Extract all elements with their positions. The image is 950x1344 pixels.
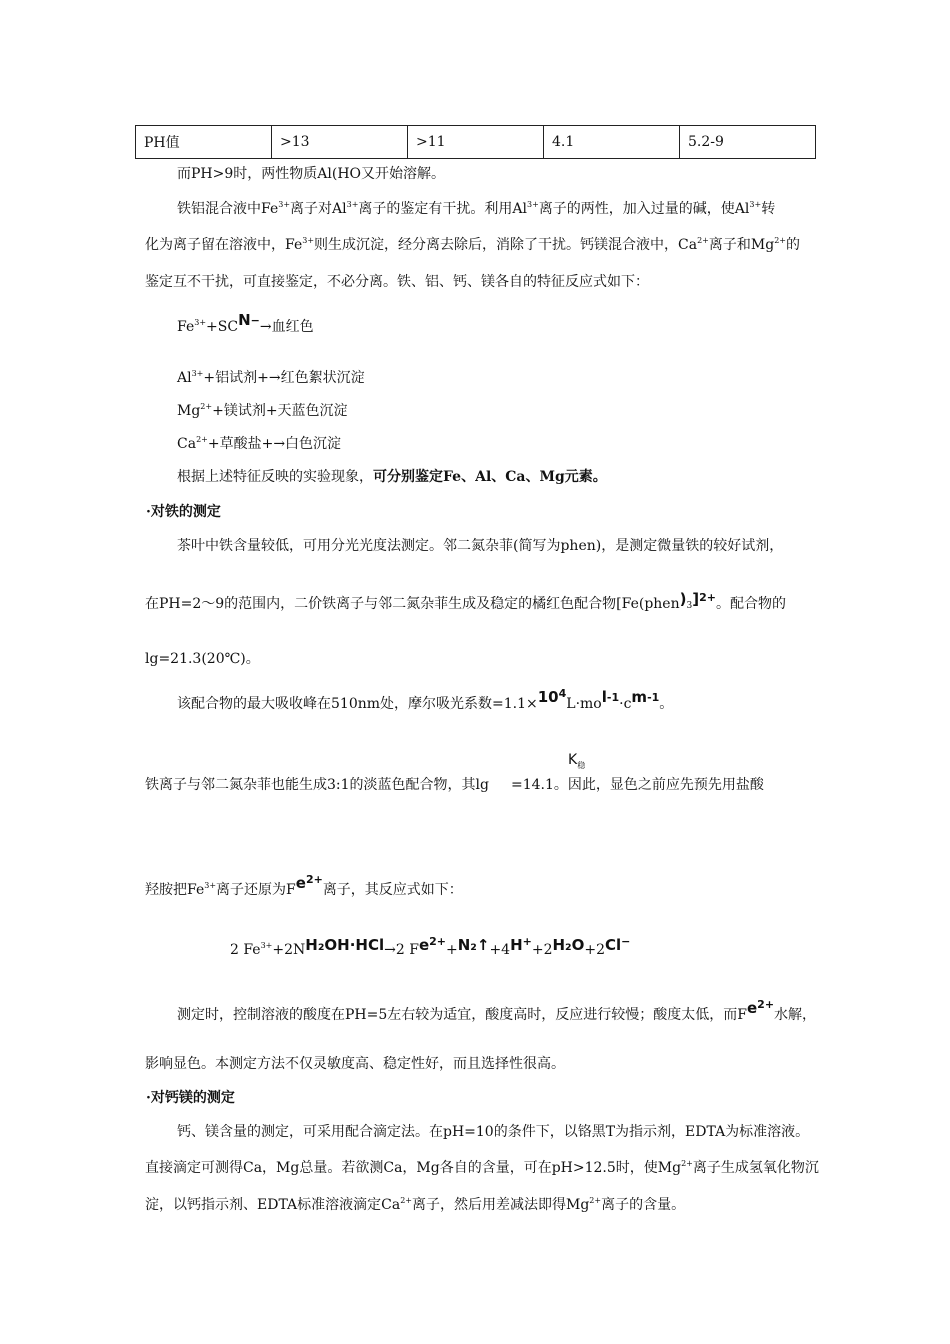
paragraph-interference-line3: 鉴定互不干扰，可直接鉴定，不必分离。铁、铝、钙、镁各自的特征反应式如下： xyxy=(145,274,649,290)
ph-table xyxy=(135,125,816,159)
fe-paragraph-4: 该配合物的最大吸收峰在510nm处，摩尔吸光系数$=1.1\times 10^4L\cdot mol^{-1}\cdot cm^{-1}$。 xyxy=(177,687,674,712)
heading-calcium-magnesium: ·对钙镁的测定 xyxy=(146,1090,235,1106)
table-cell: 4.1 xyxy=(544,126,680,159)
heading-iron-determination: ·对铁的测定 xyxy=(146,504,221,520)
fe-paragraph-7: 测定时，控制溶液的酸度在PH=5左右较为适宜，酸度高时，反应进行较慢；酸度太低，而$Fe^{2+}$水解， xyxy=(177,998,817,1023)
fe-paragraph-2: 在PH=2～9的范围内，二价铁离子与邻二氮杂菲生成及稳定的橘红色配合物[Fe(phen)3]$^{2+}$。配合物的 xyxy=(145,590,786,612)
ca-paragraph-2: 直接滴定可测得Ca，Mg总量。若欲测Ca，Mg各自的含量，可在pH>12.5时，使$Mg^{2+}$离子生成氢氧化物沉 xyxy=(145,1159,819,1176)
conclusion-paragraph: 根据上述特征反映的实验现象，可分别鉴定Fe、Al、Ca、Mg元素。 xyxy=(177,469,607,485)
fe-paragraph-1: 茶叶中铁含量较低，可用分光光度法测定。邻二氮杂菲(简写为phen)，是测定微量铁的较好试剂， xyxy=(177,538,784,554)
reaction-al: $Al^{3+}+$铝试剂+→红色絮状沉淀 xyxy=(177,369,365,386)
paragraph-interference-line1: 铁铝混合液中$Fe^{3+}$离子对$Al^{3+}$离子的鉴定有干扰。利用$Al^{3+}$离子的两性，加入过量的碱，使$Al^{3+}$转 xyxy=(177,200,776,217)
fe-paragraph-3: lg=21.3(20℃)。 xyxy=(145,651,260,667)
table-cell: >13 xyxy=(272,126,408,159)
ca-paragraph-1: 钙、镁含量的测定，可采用配合滴定法。在pH=10的条件下，以铬黑T为指示剂，EDTA为标准溶液。 xyxy=(177,1124,810,1140)
table-cell: >11 xyxy=(408,126,544,159)
reduction-equation: 2 $Fe^{3+}+2NH_2OH\cdot HCl\to 2$ $Fe^{2+}+N_2↑+4H^++2H_2O+2Cl^-$ xyxy=(230,935,631,958)
paragraph-interference-line2: 化为离子留在溶液中，$Fe^{3+}$则生成沉淀，经分离去除后，消除了干扰。钙镁混合液中，$Ca^{2+}$离子和$Mg^{2+}$的 xyxy=(145,236,800,253)
reaction-mg: $Mg^{2+}+$镁试剂+天蓝色沉淀 xyxy=(177,402,348,419)
k-stability-symbol: $K_稳$ xyxy=(568,752,586,770)
table-cell: PH值 xyxy=(136,126,272,159)
fe-paragraph-6: 羟胺把$Fe^{3+}$离子还原为$Fe^{2+}$离子，其反应式如下： xyxy=(145,873,463,898)
table-row xyxy=(136,126,816,159)
table-cell: 5.2-9 xyxy=(680,126,816,159)
reaction-ca: $Ca^{2+}+$草酸盐+→白色沉淀 xyxy=(177,435,342,452)
reaction-fe: $Fe^{3+}+SCN^-\to$血红色 xyxy=(177,311,314,335)
paragraph-alkaline: 而PH>9时，两性物质Al(HO又开始溶解。 xyxy=(177,166,446,182)
ca-paragraph-3: 淀，以钙指示剂、EDTA标准溶液滴定$Ca^{2+}$离子，然后用差减法即得$Mg^{2+}$离子的含量。 xyxy=(145,1196,686,1213)
fe-paragraph-8: 影响显色。本测定方法不仅灵敏度高、稳定性好，而且选择性很高。 xyxy=(145,1056,565,1072)
fe-paragraph-5: 铁离子与邻二氮杂菲也能生成3:1的淡蓝色配合物，其lg =14.1。因此，显色之前应先预先用盐酸 xyxy=(145,777,764,793)
